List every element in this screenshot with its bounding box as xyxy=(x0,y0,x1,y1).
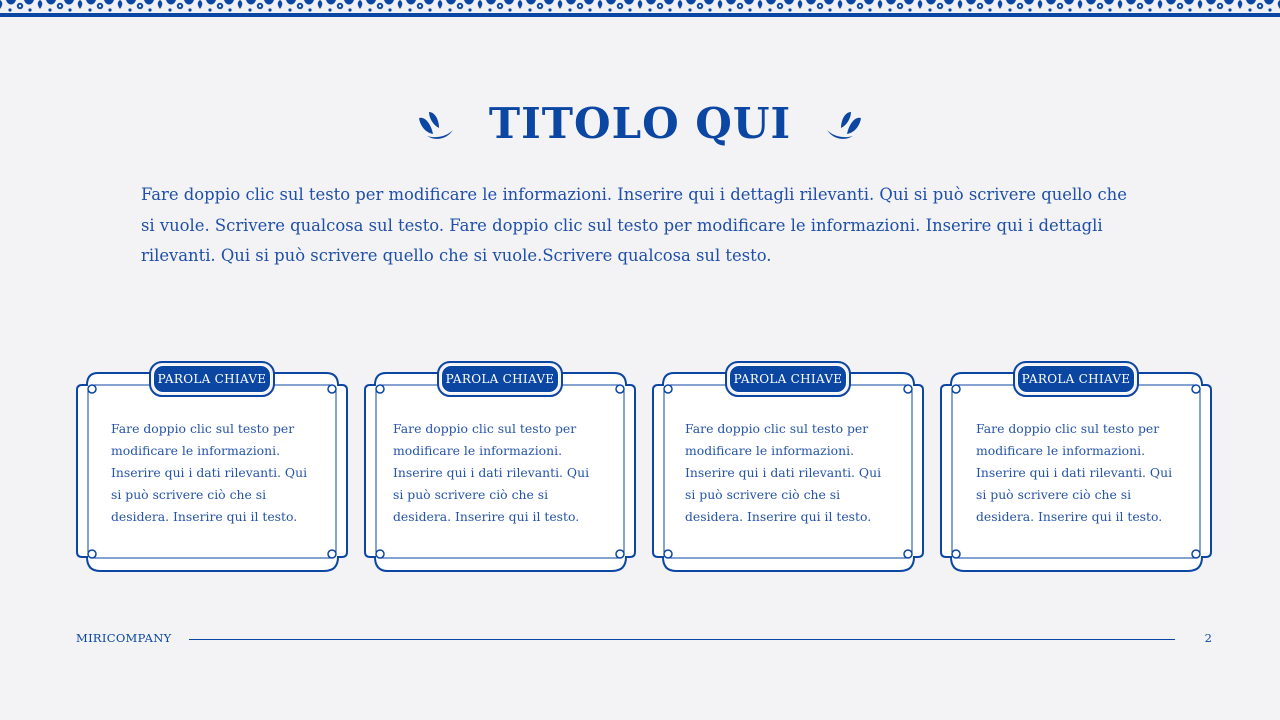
leaf-ornament-icon xyxy=(415,106,455,142)
footer-divider xyxy=(189,639,1175,640)
keyword-badge xyxy=(725,361,851,397)
keyword-label: PAROLA CHIAVE xyxy=(1017,365,1135,393)
footer xyxy=(76,630,1212,650)
keyword-card xyxy=(76,360,348,574)
company-name: MIRICOMPANY xyxy=(76,631,172,645)
keyword-card xyxy=(940,360,1212,574)
keyword-badge xyxy=(1013,361,1139,397)
keyword-card xyxy=(652,360,924,574)
keyword-badge xyxy=(149,361,275,397)
keyword-label: PAROLA CHIAVE xyxy=(441,365,559,393)
keyword-label: PAROLA CHIAVE xyxy=(729,365,847,393)
card-text: Fare doppio clic sul testo per modificare le informazioni. Inserire qui i dati rilevanti. Qui si può scrivere ciò che si desidera. Inserire qui il testo. xyxy=(111,421,308,524)
page-number: 2 xyxy=(1204,631,1212,645)
card-text: Fare doppio clic sul testo per modificare le informazioni. Inserire qui i dati rilevanti. Qui si può scrivere ciò che si desidera. Inserire qui il testo. xyxy=(393,421,590,524)
page-title: TITOLO QUI xyxy=(488,99,792,148)
floral-tile-border-icon xyxy=(0,0,1280,17)
card-text: Fare doppio clic sul testo per modificare le informazioni. Inserire qui i dati rilevanti. Qui si può scrivere ciò che si desidera. Inserire qui il testo. xyxy=(976,421,1173,524)
title-row xyxy=(0,96,1280,152)
intro-paragraph: Fare doppio clic sul testo per modificare le informazioni. Inserire qui i dettagli rilevanti. Qui si può scrivere quello che si vuole. Scrivere qualcosa sul testo. Fare doppio clic sul testo per modificare le informazioni. Inserire qui i dettagli rilevanti. Qui si può scrivere quello che si vuole.Scrivere qualcosa sul testo. xyxy=(141,185,1127,265)
keyword-card xyxy=(364,360,636,574)
leaf-ornament-icon xyxy=(825,106,865,142)
card-text: Fare doppio clic sul testo per modificare le informazioni. Inserire qui i dati rilevanti. Qui si può scrivere ciò che si desidera. Inserire qui il testo. xyxy=(685,421,882,524)
keyword-label: PAROLA CHIAVE xyxy=(153,365,271,393)
keyword-badge xyxy=(437,361,563,397)
